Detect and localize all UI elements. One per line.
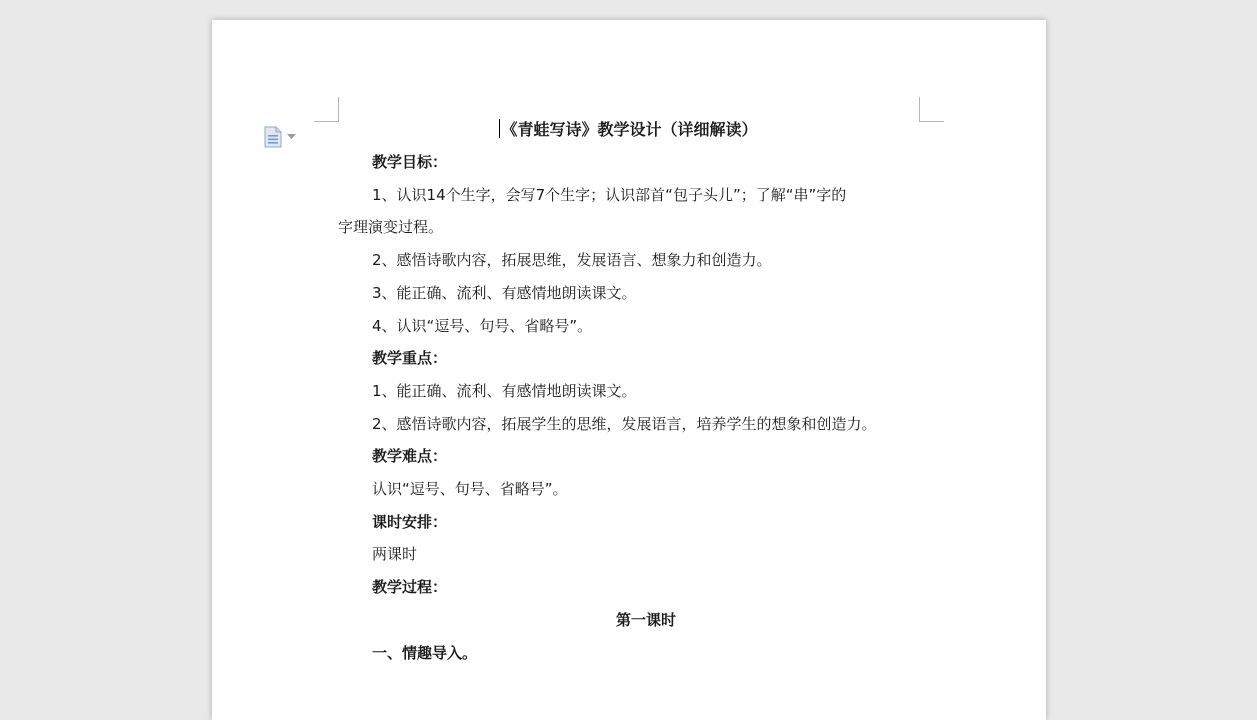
margin-corner-top-left: [314, 97, 339, 122]
paragraph: 3、能正确、流利、有感情地朗读课文。: [372, 284, 637, 302]
section-heading: 第一课时: [615, 611, 676, 629]
paragraph: 1、能正确、流利、有感情地朗读课文。: [372, 382, 637, 400]
paragraph: 教学目标：: [372, 153, 448, 171]
paragraph: 教学重点：: [372, 349, 448, 367]
margin-corner-top-right: [919, 97, 944, 122]
paragraph: 教学过程：: [372, 578, 448, 596]
document-page[interactable]: [212, 20, 1046, 720]
paragraph: 2、感悟诗歌内容，拓展学生的思维，发展语言，培养学生的想象和创造力。: [372, 415, 877, 433]
paragraph: 一、情趣导入。: [372, 644, 478, 662]
paragraph: 教学难点：: [372, 447, 448, 465]
paragraph: 两课时: [372, 545, 418, 563]
paragraph: 1、认识14个生字，会写7个生字；认识部首“包子头儿”；了解“串”字的: [372, 186, 847, 204]
paragraph-options-button[interactable]: [263, 125, 303, 149]
document-title[interactable]: 《青蛙写诗》教学设计（详细解读）: [501, 120, 758, 139]
paragraph: 课时安排：: [372, 513, 448, 531]
paragraph: 认识“逗号、句号、省略号”。: [372, 480, 568, 498]
document-icon: [263, 126, 283, 148]
paragraph: 2、感悟诗歌内容，拓展思维，发展语言、想象力和创造力。: [372, 251, 772, 269]
paragraph: 字理演变过程。: [338, 218, 444, 236]
paragraph: 4、认识“逗号、句号、省略号”。: [372, 317, 593, 335]
chevron-down-icon: [287, 134, 296, 140]
